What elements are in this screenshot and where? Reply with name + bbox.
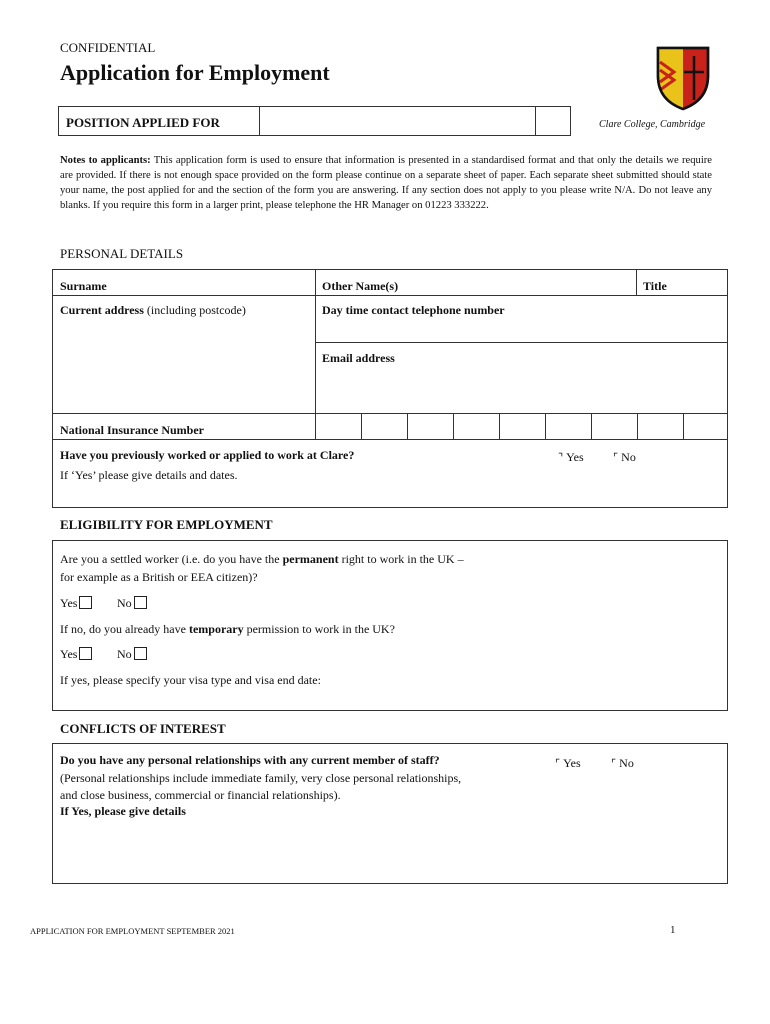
daytime-phone-label: Day time contact telephone number (322, 303, 505, 317)
relationships-details-field[interactable] (56, 822, 724, 880)
email-field[interactable] (317, 368, 726, 411)
relationships-explanation-line2: and close business, commercial or financial relationships). (60, 788, 341, 802)
visa-details-label: If yes, please specify your visa type and visa end date: (60, 673, 321, 687)
worked-no-option[interactable]: ⌜ No (613, 450, 636, 464)
relationships-details-label: If Yes, please give details (60, 804, 186, 818)
relationships-question: Do you have any personal relationships with any current member of staff? (60, 753, 440, 767)
page-number: 1 (670, 924, 676, 936)
confidential-label: CONFIDENTIAL (60, 40, 156, 55)
temporary-no-checkbox[interactable] (134, 647, 147, 660)
settled-worker-question: Are you a settled worker (i.e. do you have the permanent right to work in the UK – (60, 552, 464, 566)
address-field[interactable] (54, 320, 313, 410)
settled-worker-question-line2: for example as a British or EEA citizen)? (60, 570, 258, 584)
checkbox-icon[interactable]: ⌜ (613, 451, 619, 464)
worked-yes-option[interactable]: ⌝ Yes (558, 450, 584, 464)
worked-at-clare-question: Have you previously worked or applied to work at Clare? (60, 448, 355, 462)
visa-details-field[interactable] (370, 670, 720, 690)
phone-field[interactable] (317, 320, 726, 340)
eligibility-heading: ELIGIBILITY FOR EMPLOYMENT (60, 517, 273, 532)
temporary-yes-option[interactable]: Yes (60, 647, 92, 662)
position-applied-label: POSITION APPLIED FOR (66, 115, 220, 130)
other-names-label: Other Name(s) (322, 279, 399, 293)
title-label: Title (643, 279, 667, 293)
relationships-no-option[interactable]: ⌜ No (611, 756, 634, 770)
surname-label: Surname (60, 279, 107, 293)
relationships-explanation-line1: (Personal relationships include immediate family, very close personal relationships, (60, 771, 462, 785)
settled-yes-checkbox[interactable] (79, 596, 92, 609)
relationships-yes-option[interactable]: ⌜ Yes (555, 756, 581, 770)
personal-details-heading: PERSONAL DETAILS (60, 246, 184, 261)
college-name: Clare College, Cambridge (599, 119, 706, 130)
settled-no-checkbox[interactable] (134, 596, 147, 609)
current-address-label: Current address (including postcode) (60, 303, 246, 317)
settled-no-option[interactable]: No (117, 596, 147, 611)
checkbox-icon[interactable]: ⌜ (555, 757, 561, 770)
conflicts-heading: CONFLICTS OF INTEREST (60, 721, 226, 736)
settled-yes-option[interactable]: Yes (60, 596, 92, 611)
checkbox-icon[interactable]: ⌝ (558, 451, 564, 464)
email-label: Email address (322, 351, 395, 365)
footer-form-id: APPLICATION FOR EMPLOYMENT SEPTEMBER 2021 (30, 926, 235, 936)
checkbox-icon[interactable]: ⌜ (611, 757, 617, 770)
notes-lead: Notes to applicants: (60, 155, 151, 166)
temporary-no-option[interactable]: No (117, 647, 147, 662)
college-crest-icon (654, 42, 712, 112)
temporary-yes-checkbox[interactable] (79, 647, 92, 660)
notes-text: This application form is used to ensure that information is presented in a standardised format and that only the details we require are provided. If there is not enough space provided on the form please continue on a separate sheet of paper. Each separate sheet submitted should state your name, the post applied for and the section of the form you are answering. If any section does not apply to you please write N/A. Do not leave any blanks. If you require this form in a larger print, please telephone the HR Manager on 01223 333222. (60, 155, 712, 211)
worked-at-clare-details-label: If ‘Yes’ please give details and dates. (60, 468, 238, 482)
position-applied-field[interactable] (261, 108, 533, 134)
ni-number-label: National Insurance Number (60, 423, 205, 437)
temporary-permission-question: If no, do you already have temporary permission to work in the UK? (60, 622, 395, 636)
page-title: Application for Employment (60, 60, 330, 85)
notes-to-applicants (60, 153, 712, 213)
